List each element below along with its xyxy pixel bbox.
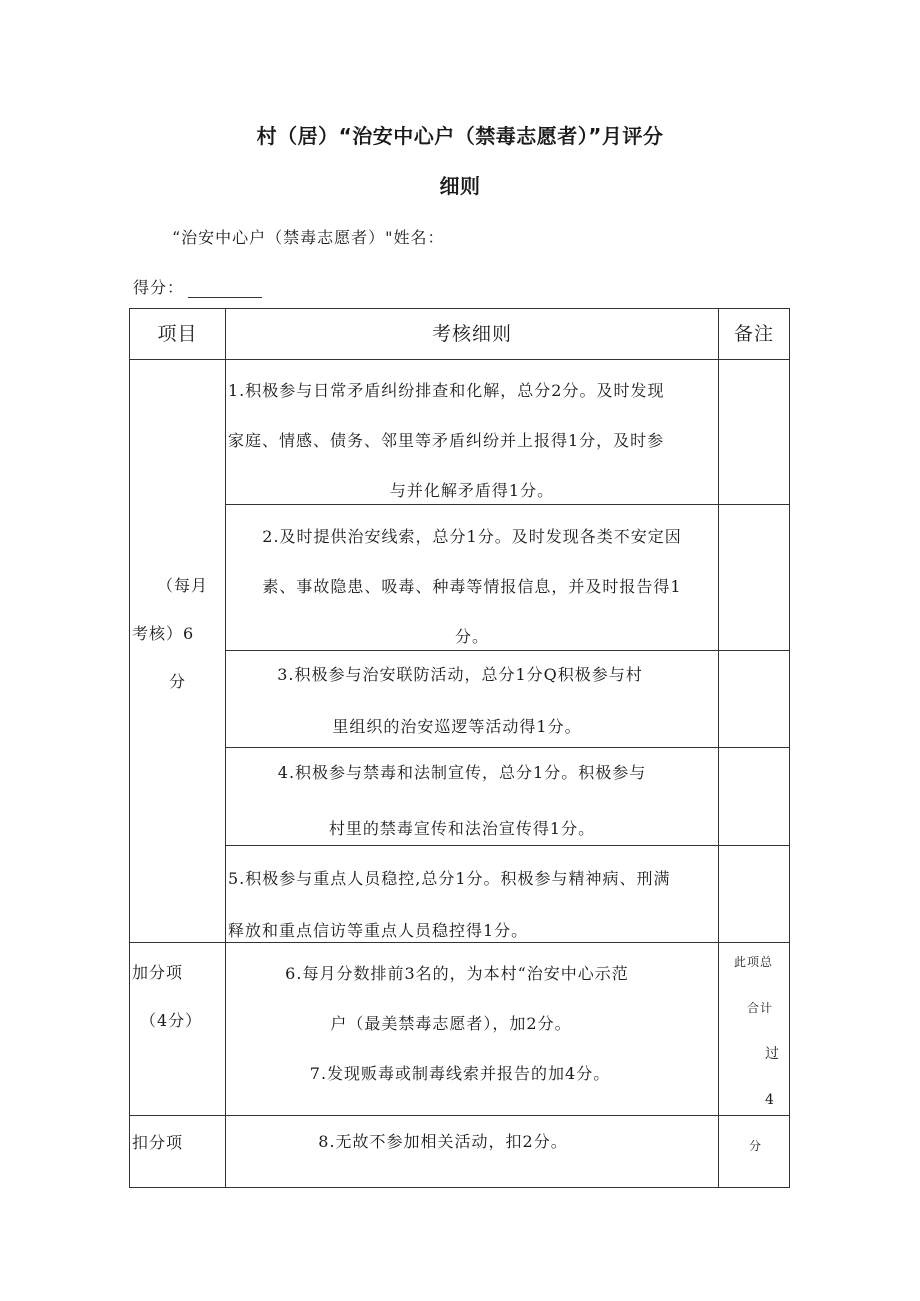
document-title: 村（居）“治安中心户（禁毒志愿者）”月评分	[256, 124, 664, 148]
remark-line: 此项总	[734, 955, 774, 969]
rule-1	[226, 366, 718, 516]
bonus-remark	[719, 939, 789, 1169]
rule-line: 5.积极参与重点人员稳控,总分1分。积极参与精神病、刑满	[228, 869, 671, 888]
rule-line: 素、事故隐患、吸毒、种毒等情报信息，并及时报告得1	[262, 577, 682, 596]
label-line: 考核）6	[132, 624, 195, 643]
rule-line: 3.积极参与治安联防活动，总分1分Q积极参与村	[277, 665, 643, 684]
header-item: 项目	[157, 323, 198, 345]
remark-line: 过4	[765, 1046, 780, 1108]
rule-8: 8.无故不参加相关活动，扣2分。	[318, 1132, 568, 1151]
rule-line: 4.积极参与禁毒和法制宣传，总分1分。积极参与	[277, 763, 647, 782]
score-field-label: 得分：	[133, 278, 185, 297]
row-divider	[130, 1115, 789, 1116]
rule-line: 分。	[454, 627, 489, 646]
rule-line: 1.积极参与日常矛盾纠纷排查和化解，总分2分。及时发现	[228, 381, 665, 400]
rule-line: 与并化解矛盾得1分。	[389, 481, 555, 500]
rule-3	[226, 649, 718, 753]
row-divider	[130, 359, 789, 360]
header-remarks: 备注	[733, 323, 774, 345]
label-line: 加分项	[132, 963, 184, 982]
rule-line: 家庭、情感、债务、邻里等矛盾纠纷并上报得1分，及时参	[228, 431, 665, 450]
score-field	[133, 275, 262, 298]
deduct-category-label: 扣分项	[132, 1133, 184, 1152]
rule-line: 释放和重点信访等重点人员稳控得1分。	[228, 921, 529, 940]
rule-line: 6.每月分数排前3名的，为本村“治安中心示范	[285, 964, 629, 983]
bonus-category-label	[132, 949, 225, 1045]
header-rules: 考核细则	[431, 323, 512, 345]
rule-4	[226, 745, 718, 857]
rule-line: 村里的禁毒宣传和法治宣传得1分。	[328, 819, 596, 838]
rule-line: 里组织的治安巡逻等活动得1分。	[332, 717, 582, 736]
label-line: 分	[168, 672, 186, 691]
bonus-rules	[226, 949, 718, 1099]
remark-line: 分	[749, 1139, 763, 1153]
score-blank-line[interactable]	[188, 281, 262, 298]
document-title-continued: 细则	[439, 174, 481, 198]
label-line: （每月	[156, 576, 208, 595]
label-line: （4分）	[140, 1011, 203, 1030]
rule-2	[226, 512, 718, 662]
monthly-category-label	[130, 562, 225, 706]
scoring-table	[129, 308, 790, 1188]
name-field-label: “治安中心户（禁毒志愿者）"姓名：	[172, 228, 445, 247]
rule-5	[226, 853, 718, 957]
remark-line: 合计	[747, 1001, 774, 1015]
rule-line: 户（最美禁毒志愿者），加2分。	[330, 1014, 572, 1033]
rule-line: 2.及时提供治安线索，总分1分。及时发现各类不安定因	[262, 527, 682, 546]
rule-line: 7.发现贩毒或制毒线索并报告的加4分。	[309, 1064, 611, 1083]
